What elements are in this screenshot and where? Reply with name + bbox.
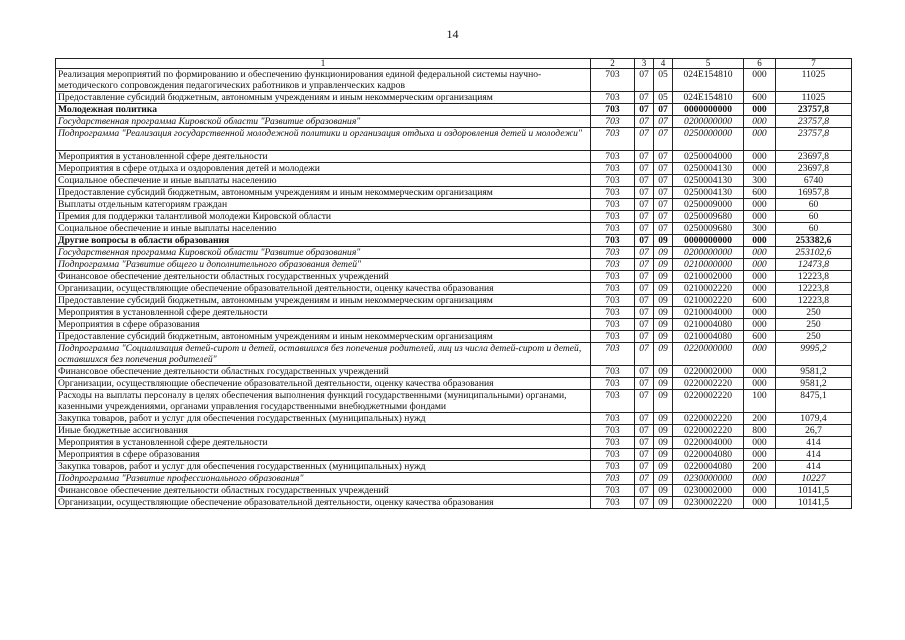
subsection-cell: 09 bbox=[654, 234, 673, 246]
admin-code-cell: 703 bbox=[591, 198, 635, 210]
section-cell: 07 bbox=[635, 222, 654, 234]
column-header: 5 bbox=[673, 59, 744, 69]
row-name-cell: Социальное обеспечение и иные выплаты населению bbox=[56, 222, 591, 234]
row-name-cell: Мероприятия в сфере образования bbox=[56, 448, 591, 460]
subsection-cell: 09 bbox=[654, 365, 673, 377]
expense-type-cell: 300 bbox=[744, 222, 776, 234]
admin-code-cell: 703 bbox=[591, 258, 635, 270]
table-row bbox=[56, 389, 852, 412]
target-article-cell: 0220004080 bbox=[673, 460, 744, 472]
table-row bbox=[56, 424, 852, 436]
admin-code-cell: 703 bbox=[591, 246, 635, 258]
subsection-cell: 05 bbox=[654, 92, 673, 104]
expense-type-cell: 000 bbox=[744, 69, 776, 92]
table-row bbox=[56, 174, 852, 186]
target-article-cell: 0220004080 bbox=[673, 448, 744, 460]
admin-code-cell: 703 bbox=[591, 389, 635, 412]
expense-type-cell: 000 bbox=[744, 210, 776, 222]
subsection-cell: 07 bbox=[654, 198, 673, 210]
section-cell: 07 bbox=[635, 104, 654, 116]
admin-code-cell: 703 bbox=[591, 496, 635, 508]
section-cell: 07 bbox=[635, 246, 654, 258]
amount-cell: 250 bbox=[776, 318, 852, 330]
column-header: 1 bbox=[56, 59, 591, 69]
admin-code-cell: 703 bbox=[591, 210, 635, 222]
expense-type-cell: 000 bbox=[744, 318, 776, 330]
table-row bbox=[56, 460, 852, 472]
section-cell: 07 bbox=[635, 258, 654, 270]
section-cell: 07 bbox=[635, 128, 654, 151]
section-cell: 07 bbox=[635, 365, 654, 377]
amount-cell: 253102,6 bbox=[776, 246, 852, 258]
table-row bbox=[56, 342, 852, 365]
expense-type-cell: 300 bbox=[744, 174, 776, 186]
section-cell: 07 bbox=[635, 377, 654, 389]
column-header: 6 bbox=[744, 59, 776, 69]
subsection-cell: 09 bbox=[654, 472, 673, 484]
amount-cell: 26,7 bbox=[776, 424, 852, 436]
section-cell: 07 bbox=[635, 306, 654, 318]
admin-code-cell: 703 bbox=[591, 484, 635, 496]
amount-cell: 10141,5 bbox=[776, 496, 852, 508]
amount-cell: 8475,1 bbox=[776, 389, 852, 412]
expense-type-cell: 200 bbox=[744, 460, 776, 472]
column-header: 3 bbox=[635, 59, 654, 69]
admin-code-cell: 703 bbox=[591, 342, 635, 365]
admin-code-cell: 703 bbox=[591, 69, 635, 92]
target-article-cell: 0210000000 bbox=[673, 258, 744, 270]
subsection-cell: 09 bbox=[654, 484, 673, 496]
table-row bbox=[56, 104, 852, 116]
admin-code-cell: 703 bbox=[591, 104, 635, 116]
target-article-cell: 0220004000 bbox=[673, 436, 744, 448]
target-article-cell: 024E154810 bbox=[673, 69, 744, 92]
section-cell: 07 bbox=[635, 460, 654, 472]
admin-code-cell: 703 bbox=[591, 186, 635, 198]
table-row bbox=[56, 318, 852, 330]
table-row bbox=[56, 306, 852, 318]
subsection-cell: 09 bbox=[654, 330, 673, 342]
target-article-cell: 0250004130 bbox=[673, 174, 744, 186]
row-name-cell: Финансовое обеспечение деятельности областных государственных учреждений bbox=[56, 365, 591, 377]
expense-type-cell: 000 bbox=[744, 365, 776, 377]
expense-type-cell: 000 bbox=[744, 198, 776, 210]
amount-cell: 12223,8 bbox=[776, 282, 852, 294]
table-body bbox=[56, 59, 852, 509]
amount-cell: 23757,8 bbox=[776, 104, 852, 116]
subsection-cell: 09 bbox=[654, 448, 673, 460]
target-article-cell: 0220002220 bbox=[673, 389, 744, 412]
expense-type-cell: 000 bbox=[744, 282, 776, 294]
column-header: 4 bbox=[654, 59, 673, 69]
amount-cell: 23757,8 bbox=[776, 128, 852, 151]
section-cell: 07 bbox=[635, 270, 654, 282]
admin-code-cell: 703 bbox=[591, 234, 635, 246]
target-article-cell: 0210002220 bbox=[673, 294, 744, 306]
amount-cell: 250 bbox=[776, 330, 852, 342]
table-row bbox=[56, 92, 852, 104]
subsection-cell: 09 bbox=[654, 342, 673, 365]
target-article-cell: 024E154810 bbox=[673, 92, 744, 104]
admin-code-cell: 703 bbox=[591, 365, 635, 377]
row-name-cell: Расходы на выплаты персоналу в целях обеспечения выполнения функций государственными (муниципальными) органами, казенными учреждениями, органами управления государственными внебюджетными фондами bbox=[56, 389, 591, 412]
admin-code-cell: 703 bbox=[591, 162, 635, 174]
target-article-cell: 0220002220 bbox=[673, 377, 744, 389]
table-row bbox=[56, 198, 852, 210]
column-header: 7 bbox=[776, 59, 852, 69]
section-cell: 07 bbox=[635, 389, 654, 412]
subsection-cell: 07 bbox=[654, 116, 673, 128]
subsection-cell: 07 bbox=[654, 162, 673, 174]
table-row bbox=[56, 69, 852, 92]
section-cell: 07 bbox=[635, 69, 654, 92]
expense-type-cell: 000 bbox=[744, 128, 776, 151]
section-cell: 07 bbox=[635, 412, 654, 424]
amount-cell: 10141,5 bbox=[776, 484, 852, 496]
table-row bbox=[56, 210, 852, 222]
amount-cell: 12473,8 bbox=[776, 258, 852, 270]
target-article-cell: 0250004130 bbox=[673, 186, 744, 198]
section-cell: 07 bbox=[635, 330, 654, 342]
table-row bbox=[56, 270, 852, 282]
subsection-cell: 07 bbox=[654, 210, 673, 222]
row-name-cell: Организации, осуществляющие обеспечение образовательной деятельности, оценку качества образования bbox=[56, 496, 591, 508]
admin-code-cell: 703 bbox=[591, 150, 635, 162]
row-name-cell: Социальное обеспечение и иные выплаты населению bbox=[56, 174, 591, 186]
target-article-cell: 0210004000 bbox=[673, 306, 744, 318]
row-name-cell: Организации, осуществляющие обеспечение образовательной деятельности, оценку качества образования bbox=[56, 377, 591, 389]
expense-type-cell: 000 bbox=[744, 246, 776, 258]
table-row bbox=[56, 150, 852, 162]
row-name-cell: Закупка товаров, работ и услуг для обеспечения государственных (муниципальных) нужд bbox=[56, 460, 591, 472]
admin-code-cell: 703 bbox=[591, 294, 635, 306]
amount-cell: 11025 bbox=[776, 69, 852, 92]
table-row bbox=[56, 330, 852, 342]
admin-code-cell: 703 bbox=[591, 116, 635, 128]
amount-cell: 12223,8 bbox=[776, 270, 852, 282]
section-cell: 07 bbox=[635, 116, 654, 128]
subsection-cell: 07 bbox=[654, 150, 673, 162]
subsection-cell: 09 bbox=[654, 246, 673, 258]
table-row bbox=[56, 377, 852, 389]
expense-type-cell: 600 bbox=[744, 330, 776, 342]
column-header: 2 bbox=[591, 59, 635, 69]
expense-type-cell: 000 bbox=[744, 436, 776, 448]
row-name-cell: Предоставление субсидий бюджетным, автономным учреждениям и иным некоммерческим организациям bbox=[56, 294, 591, 306]
target-article-cell: 0250009680 bbox=[673, 210, 744, 222]
subsection-cell: 09 bbox=[654, 318, 673, 330]
subsection-cell: 07 bbox=[654, 104, 673, 116]
expense-type-cell: 600 bbox=[744, 92, 776, 104]
row-name-cell: Предоставление субсидий бюджетным, автономным учреждениям и иным некоммерческим организациям bbox=[56, 92, 591, 104]
amount-cell: 60 bbox=[776, 222, 852, 234]
subsection-cell: 09 bbox=[654, 460, 673, 472]
amount-cell: 23697,8 bbox=[776, 162, 852, 174]
amount-cell: 12223,8 bbox=[776, 294, 852, 306]
amount-cell: 23697,8 bbox=[776, 150, 852, 162]
amount-cell: 414 bbox=[776, 448, 852, 460]
section-cell: 07 bbox=[635, 472, 654, 484]
section-cell: 07 bbox=[635, 210, 654, 222]
row-name-cell: Мероприятия в установленной сфере деятельности bbox=[56, 150, 591, 162]
subsection-cell: 09 bbox=[654, 294, 673, 306]
admin-code-cell: 703 bbox=[591, 436, 635, 448]
amount-cell: 414 bbox=[776, 436, 852, 448]
section-cell: 07 bbox=[635, 198, 654, 210]
row-name-cell: Подпрограмма "Развитие общего и дополнительного образования детей" bbox=[56, 258, 591, 270]
expense-type-cell: 000 bbox=[744, 270, 776, 282]
subsection-cell: 09 bbox=[654, 377, 673, 389]
section-cell: 07 bbox=[635, 150, 654, 162]
target-article-cell: 0250009680 bbox=[673, 222, 744, 234]
subsection-cell: 09 bbox=[654, 436, 673, 448]
row-name-cell: Молодежная политика bbox=[56, 104, 591, 116]
amount-cell: 9995,2 bbox=[776, 342, 852, 365]
target-article-cell: 0210004080 bbox=[673, 330, 744, 342]
expense-type-cell: 800 bbox=[744, 424, 776, 436]
target-article-cell: 0210002000 bbox=[673, 270, 744, 282]
row-name-cell: Организации, осуществляющие обеспечение образовательной деятельности, оценку качества образования bbox=[56, 282, 591, 294]
table-row bbox=[56, 246, 852, 258]
expense-type-cell: 600 bbox=[744, 186, 776, 198]
admin-code-cell: 703 bbox=[591, 306, 635, 318]
subsection-cell: 09 bbox=[654, 282, 673, 294]
row-name-cell: Премия для поддержки талантливой молодежи Кировской области bbox=[56, 210, 591, 222]
section-cell: 07 bbox=[635, 436, 654, 448]
row-name-cell: Подпрограмма "Социализация детей-сирот и детей, оставшихся без попечения родителей, лиц из числа детей-сирот и детей, оставшихся без попечения родителей" bbox=[56, 342, 591, 365]
admin-code-cell: 703 bbox=[591, 92, 635, 104]
section-cell: 07 bbox=[635, 92, 654, 104]
subsection-cell: 09 bbox=[654, 270, 673, 282]
admin-code-cell: 703 bbox=[591, 174, 635, 186]
amount-cell: 1079,4 bbox=[776, 412, 852, 424]
section-cell: 07 bbox=[635, 342, 654, 365]
expense-type-cell: 000 bbox=[744, 116, 776, 128]
target-article-cell: 0230002220 bbox=[673, 496, 744, 508]
target-article-cell: 0220002220 bbox=[673, 424, 744, 436]
admin-code-cell: 703 bbox=[591, 270, 635, 282]
subsection-cell: 09 bbox=[654, 389, 673, 412]
target-article-cell: 0210004080 bbox=[673, 318, 744, 330]
section-cell: 07 bbox=[635, 174, 654, 186]
target-article-cell: 0200000000 bbox=[673, 116, 744, 128]
table-header-row bbox=[56, 59, 852, 69]
admin-code-cell: 703 bbox=[591, 377, 635, 389]
table-row bbox=[56, 186, 852, 198]
expense-type-cell: 000 bbox=[744, 484, 776, 496]
expense-type-cell: 000 bbox=[744, 162, 776, 174]
row-name-cell: Подпрограмма "Развитие профессионального образования" bbox=[56, 472, 591, 484]
target-article-cell: 0000000000 bbox=[673, 104, 744, 116]
row-name-cell: Предоставление субсидий бюджетным, автономным учреждениям и иным некоммерческим организациям bbox=[56, 186, 591, 198]
row-name-cell: Финансовое обеспечение деятельности областных государственных учреждений bbox=[56, 270, 591, 282]
table-row bbox=[56, 472, 852, 484]
target-article-cell: 0220002220 bbox=[673, 412, 744, 424]
subsection-cell: 07 bbox=[654, 174, 673, 186]
expense-type-cell: 600 bbox=[744, 294, 776, 306]
amount-cell: 9581,2 bbox=[776, 365, 852, 377]
target-article-cell: 0250000000 bbox=[673, 128, 744, 151]
row-name-cell: Мероприятия в установленной сфере деятельности bbox=[56, 306, 591, 318]
row-name-cell: Подпрограмма "Реализация государственной молодежной политики и организация отдыха и оздоровления детей и молодежи" bbox=[56, 128, 591, 151]
target-article-cell: 0220000000 bbox=[673, 342, 744, 365]
target-article-cell: 0220002000 bbox=[673, 365, 744, 377]
admin-code-cell: 703 bbox=[591, 460, 635, 472]
target-article-cell: 0230002000 bbox=[673, 484, 744, 496]
row-name-cell: Предоставление субсидий бюджетным, автономным учреждениям и иным некоммерческим организациям bbox=[56, 330, 591, 342]
subsection-cell: 05 bbox=[654, 69, 673, 92]
expense-type-cell: 000 bbox=[744, 150, 776, 162]
section-cell: 07 bbox=[635, 318, 654, 330]
subsection-cell: 09 bbox=[654, 496, 673, 508]
row-name-cell: Государственная программа Кировской области "Развитие образования" bbox=[56, 116, 591, 128]
admin-code-cell: 703 bbox=[591, 222, 635, 234]
amount-cell: 9581,2 bbox=[776, 377, 852, 389]
admin-code-cell: 703 bbox=[591, 424, 635, 436]
target-article-cell: 0250004000 bbox=[673, 150, 744, 162]
admin-code-cell: 703 bbox=[591, 318, 635, 330]
table-row bbox=[56, 162, 852, 174]
table-row bbox=[56, 484, 852, 496]
expense-type-cell: 000 bbox=[744, 234, 776, 246]
expense-type-cell: 200 bbox=[744, 412, 776, 424]
section-cell: 07 bbox=[635, 484, 654, 496]
table-row bbox=[56, 448, 852, 460]
table-row bbox=[56, 294, 852, 306]
subsection-cell: 07 bbox=[654, 128, 673, 151]
amount-cell: 414 bbox=[776, 460, 852, 472]
expense-type-cell: 000 bbox=[744, 472, 776, 484]
row-name-cell: Выплаты отдельным категориям граждан bbox=[56, 198, 591, 210]
amount-cell: 6740 bbox=[776, 174, 852, 186]
table-row bbox=[56, 222, 852, 234]
target-article-cell: 0200000000 bbox=[673, 246, 744, 258]
page-number: 14 bbox=[446, 27, 459, 41]
table-row bbox=[56, 412, 852, 424]
section-cell: 07 bbox=[635, 294, 654, 306]
row-name-cell: Иные бюджетные ассигнования bbox=[56, 424, 591, 436]
expense-type-cell: 100 bbox=[744, 389, 776, 412]
subsection-cell: 07 bbox=[654, 222, 673, 234]
expense-type-cell: 000 bbox=[744, 448, 776, 460]
target-article-cell: 0230000000 bbox=[673, 472, 744, 484]
row-name-cell: Закупка товаров, работ и услуг для обеспечения государственных (муниципальных) нужд bbox=[56, 412, 591, 424]
row-name-cell: Мероприятия в сфере образования bbox=[56, 318, 591, 330]
admin-code-cell: 703 bbox=[591, 128, 635, 151]
target-article-cell: 0000000000 bbox=[673, 234, 744, 246]
table-row bbox=[56, 234, 852, 246]
table-row bbox=[56, 258, 852, 270]
amount-cell: 16957,8 bbox=[776, 186, 852, 198]
admin-code-cell: 703 bbox=[591, 282, 635, 294]
amount-cell: 60 bbox=[776, 198, 852, 210]
amount-cell: 250 bbox=[776, 306, 852, 318]
row-name-cell: Государственная программа Кировской области "Развитие образования" bbox=[56, 246, 591, 258]
row-name-cell: Финансовое обеспечение деятельности областных государственных учреждений bbox=[56, 484, 591, 496]
target-article-cell: 0210002220 bbox=[673, 282, 744, 294]
subsection-cell: 09 bbox=[654, 258, 673, 270]
admin-code-cell: 703 bbox=[591, 330, 635, 342]
table-row bbox=[56, 128, 852, 151]
amount-cell: 23757,8 bbox=[776, 116, 852, 128]
table-row bbox=[56, 436, 852, 448]
admin-code-cell: 703 bbox=[591, 472, 635, 484]
admin-code-cell: 703 bbox=[591, 412, 635, 424]
row-name-cell: Мероприятия в установленной сфере деятельности bbox=[56, 436, 591, 448]
table-row bbox=[56, 116, 852, 128]
section-cell: 07 bbox=[635, 186, 654, 198]
expense-type-cell: 000 bbox=[744, 496, 776, 508]
table-row bbox=[56, 365, 852, 377]
subsection-cell: 09 bbox=[654, 412, 673, 424]
admin-code-cell: 703 bbox=[591, 448, 635, 460]
section-cell: 07 bbox=[635, 496, 654, 508]
row-name-cell: Реализация мероприятий по формированию и обеспечению функционирования единой федеральной системы научно-методического сопровождения педагогических работников и управленческих кадров bbox=[56, 69, 591, 92]
row-name-cell: Мероприятия в сфере отдыха и оздоровления детей и молодежи bbox=[56, 162, 591, 174]
subsection-cell: 09 bbox=[654, 306, 673, 318]
target-article-cell: 0250009000 bbox=[673, 198, 744, 210]
row-name-cell: Другие вопросы в области образования bbox=[56, 234, 591, 246]
subsection-cell: 09 bbox=[654, 424, 673, 436]
amount-cell: 10227 bbox=[776, 472, 852, 484]
amount-cell: 60 bbox=[776, 210, 852, 222]
section-cell: 07 bbox=[635, 282, 654, 294]
expense-type-cell: 000 bbox=[744, 104, 776, 116]
expense-type-cell: 000 bbox=[744, 377, 776, 389]
budget-table bbox=[55, 58, 852, 509]
expense-type-cell: 000 bbox=[744, 342, 776, 365]
section-cell: 07 bbox=[635, 424, 654, 436]
target-article-cell: 0250004130 bbox=[673, 162, 744, 174]
expense-type-cell: 000 bbox=[744, 306, 776, 318]
subsection-cell: 07 bbox=[654, 186, 673, 198]
section-cell: 07 bbox=[635, 448, 654, 460]
amount-cell: 253382,6 bbox=[776, 234, 852, 246]
expense-type-cell: 000 bbox=[744, 258, 776, 270]
section-cell: 07 bbox=[635, 162, 654, 174]
amount-cell: 11025 bbox=[776, 92, 852, 104]
table-row bbox=[56, 282, 852, 294]
section-cell: 07 bbox=[635, 234, 654, 246]
table-row bbox=[56, 496, 852, 508]
